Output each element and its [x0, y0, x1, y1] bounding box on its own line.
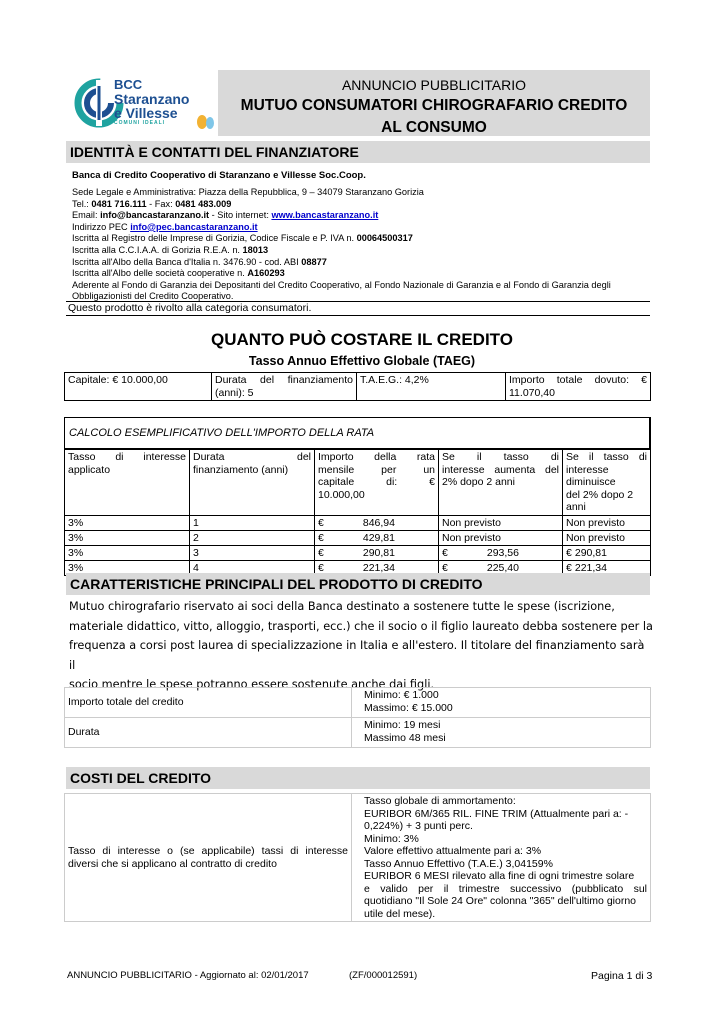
- bank-registro-line: Iscritta al Registro delle Imprese di Gorizia, Codice Fiscale e P. IVA n. 00064500317: [72, 233, 413, 244]
- rata-cell: € 221,34: [315, 560, 439, 575]
- bank-email[interactable]: info@bancastaranzano.it: [100, 210, 210, 221]
- bank-details: [72, 187, 647, 303]
- butterfly-icon: [196, 114, 216, 132]
- taeg-subtitle: Tasso Annuo Effettivo Globale (TAEG): [248, 354, 476, 368]
- bank-fondo-line-1: Aderente al Fondo di Garanzia dei Depositanti del Credito Cooperativo, al Fondo Nazionale di Garanzia e al Fondo di Garanzia degli: [72, 279, 611, 290]
- logo-tagline: COMUNI IDEALI: [114, 120, 166, 126]
- identity-section-title: IDENTITÀ E CONTATTI DEL FINANZIATORE: [66, 141, 650, 163]
- bank-pec-link[interactable]: info@pec.bancastaranzano.it: [130, 221, 258, 232]
- characteristics-paragraph: Mutuo chirografario riservato ai soci della Banca destinato a sostenere tutte le spese (iscrizione, materiale didattico, vitto, alloggio, trasporti, ecc.) che il socio o il figlio laureato debba sostenere per la frequenza a corsi post laurea di specializzazione in Italia e all'estero. Il titolare del finanziamento sarà il socio mentre le spese potranno essere sostenute anche dai figli.: [69, 600, 653, 691]
- rata-cell: € 290,81: [563, 545, 651, 560]
- bank-albo-line: Iscritta all'Albo della Banca d'Italia n. 3476.90 - cod. ABI 08877: [72, 256, 327, 267]
- rata-cell: 4: [190, 560, 315, 575]
- taeg-table: [64, 372, 651, 401]
- header-kicker: ANNUNCIO PUBBLICITARIO: [341, 77, 527, 93]
- rata-cell: € 846,94: [315, 515, 439, 530]
- rata-cell: € 293,56: [439, 545, 563, 560]
- taeg-capitale: Capitale: € 10.000,00: [65, 373, 212, 401]
- bank-coop-line: Iscritta all'Albo delle società cooperative n. A160293: [72, 268, 285, 279]
- bank-phone: 0481 716.111: [91, 198, 147, 209]
- taeg-value: T.A.E.G.: 4,2%: [357, 373, 506, 401]
- rata-cell: Non previsto: [563, 515, 651, 530]
- document-header: [218, 70, 650, 136]
- rata-cell: € 429,81: [315, 530, 439, 545]
- bank-email-line: Email: info@bancastaranzano.it - Sito internet: www.bancastaranzano.it: [72, 210, 379, 221]
- bank-name: Banca di Credito Cooperativo di Staranzano e Villesse Soc.Coop.: [72, 170, 366, 181]
- durata-label: Durata: [65, 718, 352, 748]
- rata-title: CALCOLO ESEMPLIFICATIVO DELL'IMPORTO DELLA RATA: [64, 417, 651, 449]
- rata-header-cell: Se il tasso di interesse aumenta del 2% dopo 2 anni: [439, 450, 563, 516]
- footer-left: ANNUNCIO PUBBLICITARIO - Aggiornato al: 02/01/2017: [67, 970, 309, 981]
- rata-cell: € 221,34: [563, 560, 651, 575]
- footer-code: (ZF/000012591): [349, 970, 418, 981]
- rata-cell: 3: [190, 545, 315, 560]
- bank-phone-line: Tel.: 0481 716.111 - Fax: 0481 483.009: [72, 198, 232, 209]
- rata-cell: 3%: [65, 530, 190, 545]
- rata-header-cell: Durata del finanziamento (anni): [190, 450, 315, 516]
- logo-line-1: BCC: [114, 77, 143, 92]
- rata-row: [65, 545, 651, 560]
- interest-details: Tasso globale di ammortamento: EURIBOR 6M/365 RIL. FINE TRIM (Attualmente pari a: - 0,224%) + 3 punti perc. Minimo: 3% Valore effettivo attualmente pari a: 3% Tasso Annuo Effettivo (T.A.E.) 3,04159% EURIBOR 6 MESI rilevato alla fine di ogni trimestre solare e valido per il trimestre successivo (pubblicato sul quotidiano "Il Sole 24 Ore" colonna "365" dell'ultimo giorno utile del mese).: [352, 794, 651, 922]
- rata-header-cell: Importo della rata mensile per un capitale di: € 10.000,00: [315, 450, 439, 516]
- rata-table: [64, 449, 651, 576]
- product-category: Questo prodotto è rivolto alla categoria consumatori.: [68, 302, 312, 314]
- interest-label: Tasso di interesse o (se applicabile) tassi di interesse diversi che si applicano al contratto di credito: [65, 794, 352, 922]
- taeg-durata: Durata del finanziamento (anni): 5: [212, 373, 357, 401]
- logo-line-3: e Villesse: [114, 105, 178, 121]
- bank-sede: Sede Legale e Amministrativa: Piazza della Repubblica, 9 – 34079 Staranzano Gorizia: [72, 187, 424, 197]
- importo-range: Minimo: € 1.000 Massimo: € 15.000: [352, 688, 651, 718]
- rata-cell: 2: [190, 530, 315, 545]
- credit-terms-table: [64, 687, 651, 748]
- rata-cell: € 290,81: [315, 545, 439, 560]
- rata-cell: 3%: [65, 545, 190, 560]
- header-title-line-1: MUTUO CONSUMATORI CHIROGRAFARIO CREDITO: [240, 97, 628, 114]
- bank-pec-line: Indirizzo PEC info@pec.bancastaranzano.it: [72, 221, 258, 232]
- bank-logo: [66, 70, 218, 136]
- rata-header-cell: Tasso di interesse applicato: [65, 450, 190, 516]
- taeg-importo-dovuto: Importo totale dovuto: € 11.070,40: [506, 373, 651, 401]
- bank-cciaa-line: Iscritta alla C.C.I.A.A. di Gorizia R.E.A. n. 18013: [72, 244, 269, 255]
- rata-cell: € 225,40: [439, 560, 563, 575]
- page-number: Pagina 1 di 3: [591, 970, 653, 982]
- cost-title: QUANTO PUÒ COSTARE IL CREDITO: [211, 330, 513, 349]
- durata-range: Minimo: 19 mesi Massimo 48 mesi: [352, 718, 651, 748]
- rata-cell: Non previsto: [439, 530, 563, 545]
- logo-line-2: Staranzano: [114, 91, 190, 107]
- rata-row: [65, 515, 651, 530]
- characteristics-section-title: CARATTERISTICHE PRINCIPALI DEL PRODOTTO DI CREDITO: [66, 573, 650, 595]
- rata-cell: 3%: [65, 560, 190, 575]
- bank-fax: 0481 483.009: [175, 198, 232, 209]
- rata-row: [65, 530, 651, 545]
- costs-section-title: COSTI DEL CREDITO: [66, 767, 650, 789]
- rata-cell: Non previsto: [563, 530, 651, 545]
- rata-header-cell: Se il tasso di interesse diminuisce del 2% dopo 2 anni: [563, 450, 651, 516]
- rata-cell: Non previsto: [439, 515, 563, 530]
- costs-table: [64, 793, 651, 922]
- rata-cell: 1: [190, 515, 315, 530]
- rata-cell: 3%: [65, 515, 190, 530]
- bank-website-link[interactable]: www.bancastaranzano.it: [271, 210, 379, 221]
- bank-fondo-line-2: Obbligazionisti del Credito Cooperativo.: [72, 291, 234, 302]
- importo-label: Importo totale del credito: [65, 688, 352, 718]
- header-title-line-2: AL CONSUMO: [381, 119, 487, 136]
